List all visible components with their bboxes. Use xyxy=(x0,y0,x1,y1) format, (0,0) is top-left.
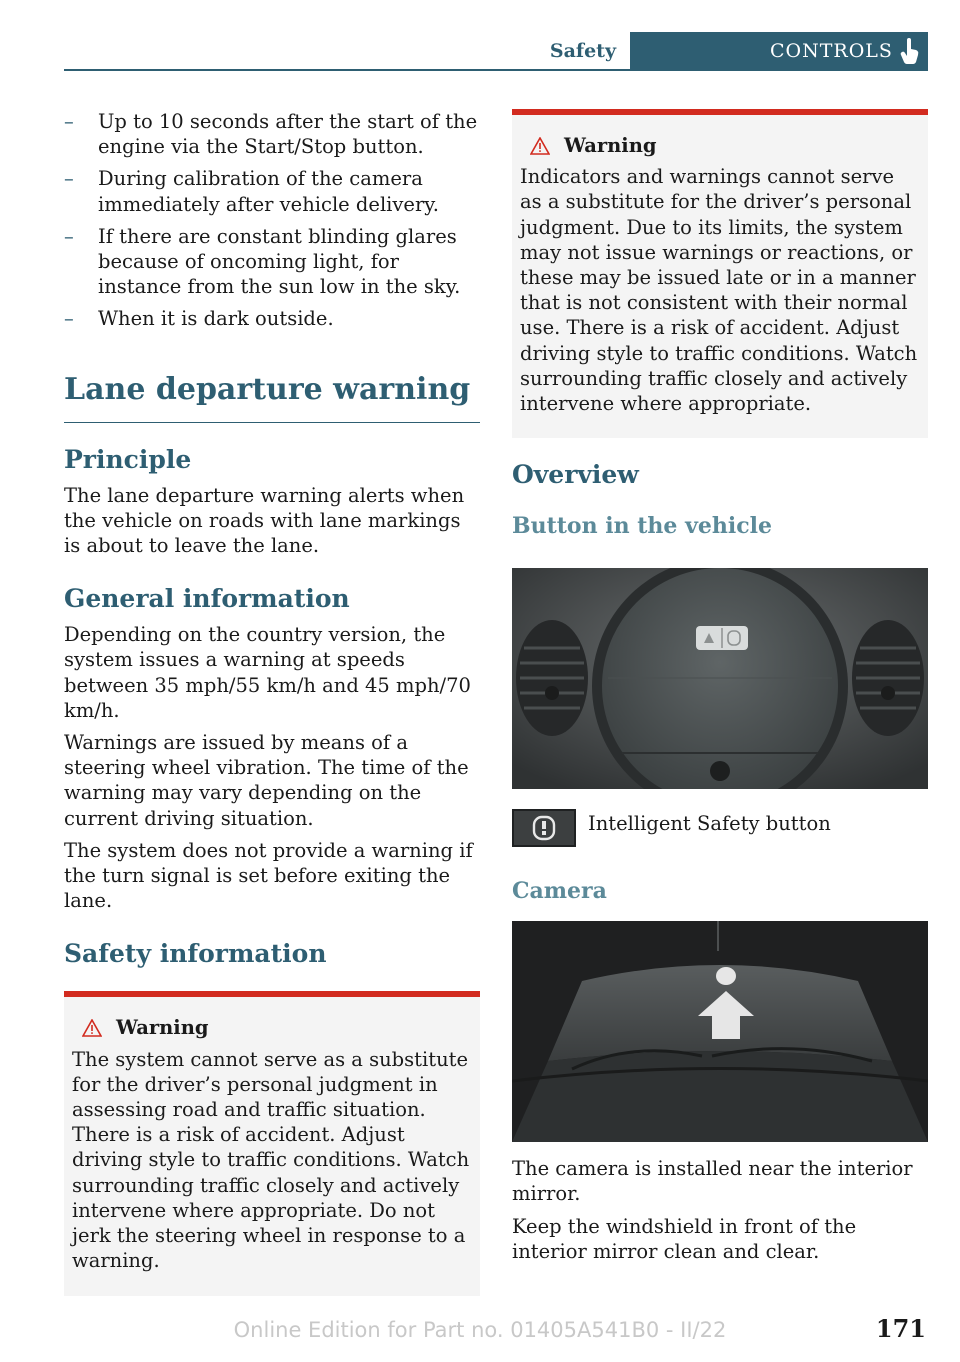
dashboard-button-photo xyxy=(512,568,928,789)
header-chapter-title: CONTROLS xyxy=(630,32,928,71)
section-title-lane-departure: Lane departure warning xyxy=(64,372,480,423)
page-number: 171 xyxy=(875,1314,926,1343)
warning-box xyxy=(512,109,928,438)
list-item: – When it is dark outside. xyxy=(64,307,334,331)
camera-text-2: Keep the windshield in front of the interior mirror clean and clear. xyxy=(512,1214,857,1263)
right-column xyxy=(512,109,928,1271)
general-text-3: The system does not provide a warning if the turn signal is set before exiting the lane. xyxy=(64,838,473,913)
general-text-1: Depending on the country version, the system issues a warning at speeds between 35 mph/55 km/h and 45 mph/70 km/h. xyxy=(64,623,471,722)
camera-text-1: The camera is installed near the interior mirror. xyxy=(512,1157,913,1206)
list-item: – If there are constant blinding glares because of oncoming light, for instance from the sun low in the sky. xyxy=(64,224,461,299)
warning-title: Warning xyxy=(116,1016,209,1040)
intelligent-safety-button-icon xyxy=(512,809,576,847)
warning-triangle-icon xyxy=(530,137,550,155)
hand-pointer-icon xyxy=(899,38,921,64)
warning-text: Indicators and warnings cannot serve as a substitute for the driver’s personal judgment. Due to its limits, the system may not issue warnings or reactions, or these may be issued late or in a manner that is not consistent with their normal use. There is a risk of accident. Adjust driving style to traffic conditions. Watch surrounding traffic closely and actively intervene where appropriate. xyxy=(520,165,918,416)
heading-general-information: General information xyxy=(64,584,350,614)
warning-title: Warning xyxy=(564,134,657,157)
heading-button-in-vehicle: Button in the vehicle xyxy=(512,513,772,540)
footer-watermark: Online Edition for Part no. 01405A541B0 - II/22 xyxy=(233,1318,727,1342)
warning-box xyxy=(64,991,480,1295)
header-section-title: Safety xyxy=(549,40,616,62)
button-caption: Intelligent Safety button xyxy=(588,812,831,836)
list-item: – Up to 10 seconds after the start of the engine via the Start/Stop button. xyxy=(64,110,478,159)
warning-text: The system cannot serve as a substitute for the driver’s personal judgment in assessing road and traffic situation. There is a risk of accident. Adjust driving style to traffic conditions. Watch surrounding traffic closely and actively intervene where appropriate. Do not jerk the steering wheel in response to a warning. xyxy=(72,1047,470,1273)
left-column xyxy=(64,109,480,1296)
heading-camera: Camera xyxy=(512,878,607,905)
heading-principle: Principle xyxy=(64,444,192,474)
general-text-2: Warnings are issued by means of a steering wheel vibration. The time of the warning may vary depending on the current driving situation. xyxy=(64,731,469,830)
list-item: – During calibration of the camera immediately after vehicle delivery. xyxy=(64,167,439,216)
heading-overview: Overview xyxy=(512,460,639,490)
windshield-camera-photo xyxy=(512,921,928,1142)
button-caption-row xyxy=(512,809,928,847)
heading-safety-information: Safety information xyxy=(64,939,327,969)
warning-triangle-icon xyxy=(82,1019,102,1037)
principle-text: The lane departure warning alerts when the vehicle on roads with lane markings is about to leave the lane. xyxy=(64,483,465,558)
